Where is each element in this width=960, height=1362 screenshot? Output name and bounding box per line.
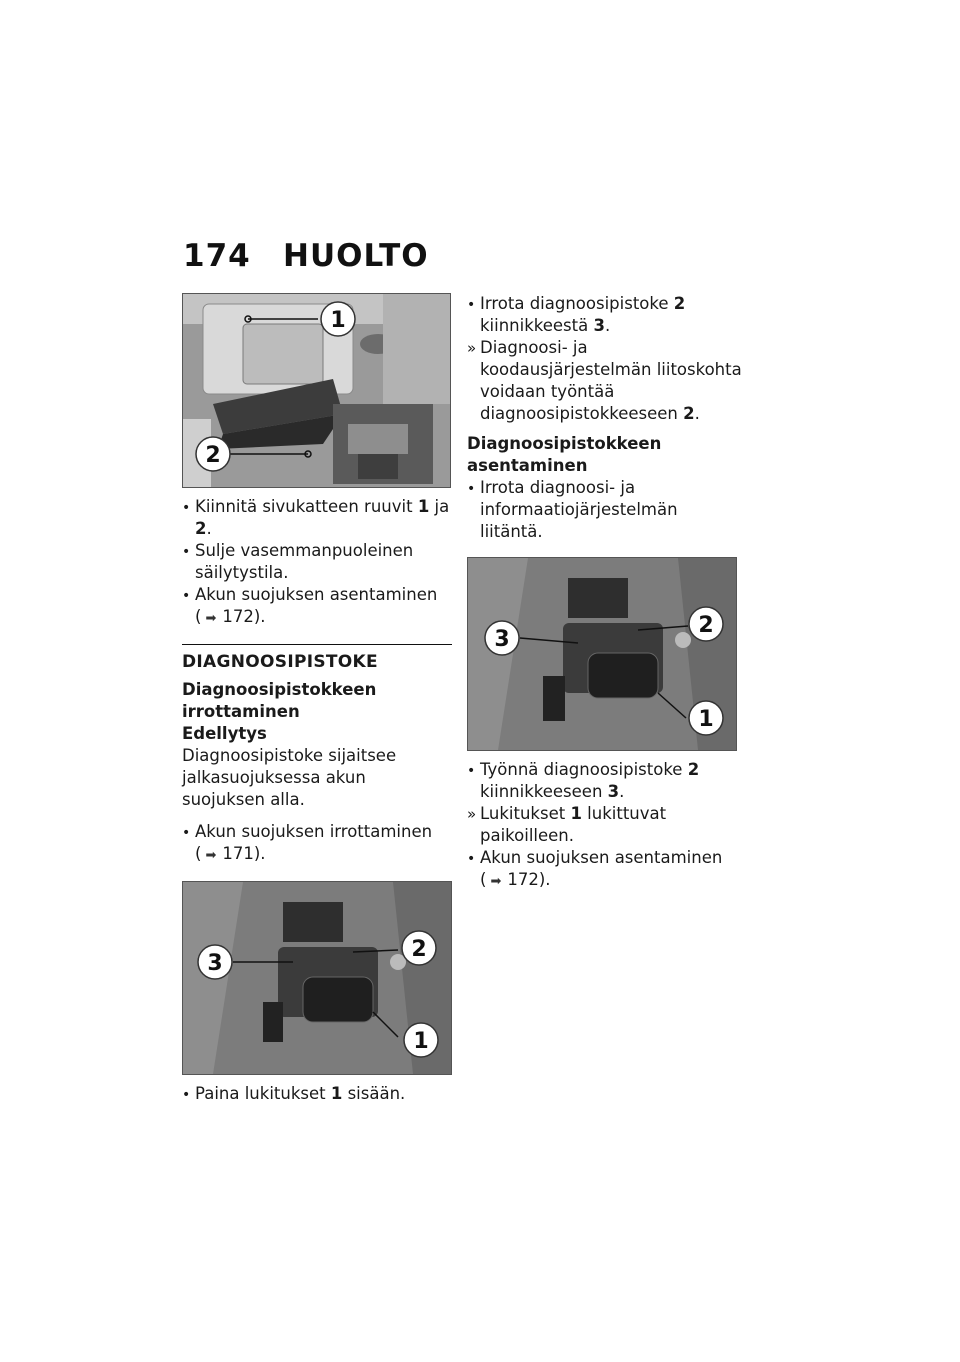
page-reference-link[interactable]: 171 — [222, 844, 254, 863]
connector-install-illustration — [468, 558, 736, 750]
bullet-icon: • — [182, 1087, 191, 1103]
callout-label-2: 2 — [205, 443, 221, 468]
bullet-icon: • — [467, 763, 476, 779]
right-column — [467, 293, 742, 893]
list-item: • Kiinnitä sivukatteen ruuvit 1 ja 2. — [182, 497, 450, 538]
figure-side-cover — [182, 293, 451, 488]
subsection-title: Diagnoosipistokkeen irrottaminen — [182, 680, 377, 721]
result-arrow-icon: » — [467, 805, 477, 823]
prerequisite-text: Diagnoosipistoke sijaitsee jalkasuojuksessa akun suojuksen alla. — [182, 746, 397, 809]
callout-label-1: 1 — [698, 707, 714, 732]
side-cover-illustration — [183, 294, 450, 487]
page-reference-arrow-icon: ➡ — [205, 611, 217, 626]
list-item-result: » Lukitukset 1 lukittuvat paikoilleen. — [467, 804, 667, 845]
prerequisite-title: Edellytys — [182, 724, 267, 743]
page-number: 174 — [183, 238, 251, 274]
callout-label-1: 1 — [413, 1029, 429, 1054]
chapter-title: HUOLTO — [283, 238, 429, 274]
section-title: DIAGNOOSIPISTOKE — [182, 652, 378, 672]
list-item: • Paina lukitukset 1 sisään. — [182, 1083, 452, 1105]
bullet-icon: • — [467, 481, 476, 497]
callout-label-2: 2 — [698, 613, 714, 638]
bullet-icon: • — [182, 500, 191, 516]
page-reference-link[interactable]: 172 — [507, 870, 539, 889]
page-reference-arrow-icon: ➡ — [205, 848, 217, 863]
list-item: • Akun suojuksen asentaminen ( ➡ 172). — [182, 584, 452, 630]
bullet-icon: • — [182, 825, 191, 841]
list-item: • Työnnä diagnoosipistoke 2 kiinnikkeeseen 3. — [467, 760, 700, 801]
callout-label-2: 2 — [411, 937, 427, 962]
callout-label-3: 3 — [494, 627, 510, 652]
bullet-icon: • — [467, 851, 476, 867]
figure-diagnostic-connector-removal — [182, 881, 452, 1075]
bullet-icon: • — [182, 544, 191, 560]
left-column — [182, 293, 452, 1105]
result-arrow-icon: » — [467, 339, 477, 357]
list-item: • Irrota diagnoosi- ja informaatiojärjestelmän liitäntä. — [467, 478, 678, 541]
callout-label-3: 3 — [207, 951, 223, 976]
list-item: • Irrota diagnoosipistoke 2 kiinnikkeestä 3. — [467, 294, 686, 335]
list-item: • Akun suojuksen irrottaminen ( ➡ 171). — [182, 821, 452, 867]
list-item: • Akun suojuksen asentaminen ( ➡ 172). — [467, 847, 742, 893]
callout-label-1: 1 — [330, 308, 346, 333]
steps-list-1 — [182, 496, 452, 630]
subsection-title: Diagnoosipistokkeen asentaminen — [467, 434, 662, 475]
figure-diagnostic-connector-install — [467, 557, 737, 751]
page-reference-link[interactable]: 172 — [222, 607, 254, 626]
connector-illustration — [183, 882, 451, 1074]
section-diagnostic-connector — [182, 644, 452, 867]
bullet-icon: • — [182, 588, 191, 604]
page-reference-arrow-icon: ➡ — [490, 874, 502, 889]
list-item: • Sulje vasemmanpuoleinen säilytystila. — [182, 541, 414, 582]
list-item-result: » Diagnoosi- ja koodausjärjestelmän liitoskohta voidaan työntää diagnoosipistokkeeseen 2. — [467, 338, 742, 423]
bullet-icon: • — [467, 297, 476, 313]
